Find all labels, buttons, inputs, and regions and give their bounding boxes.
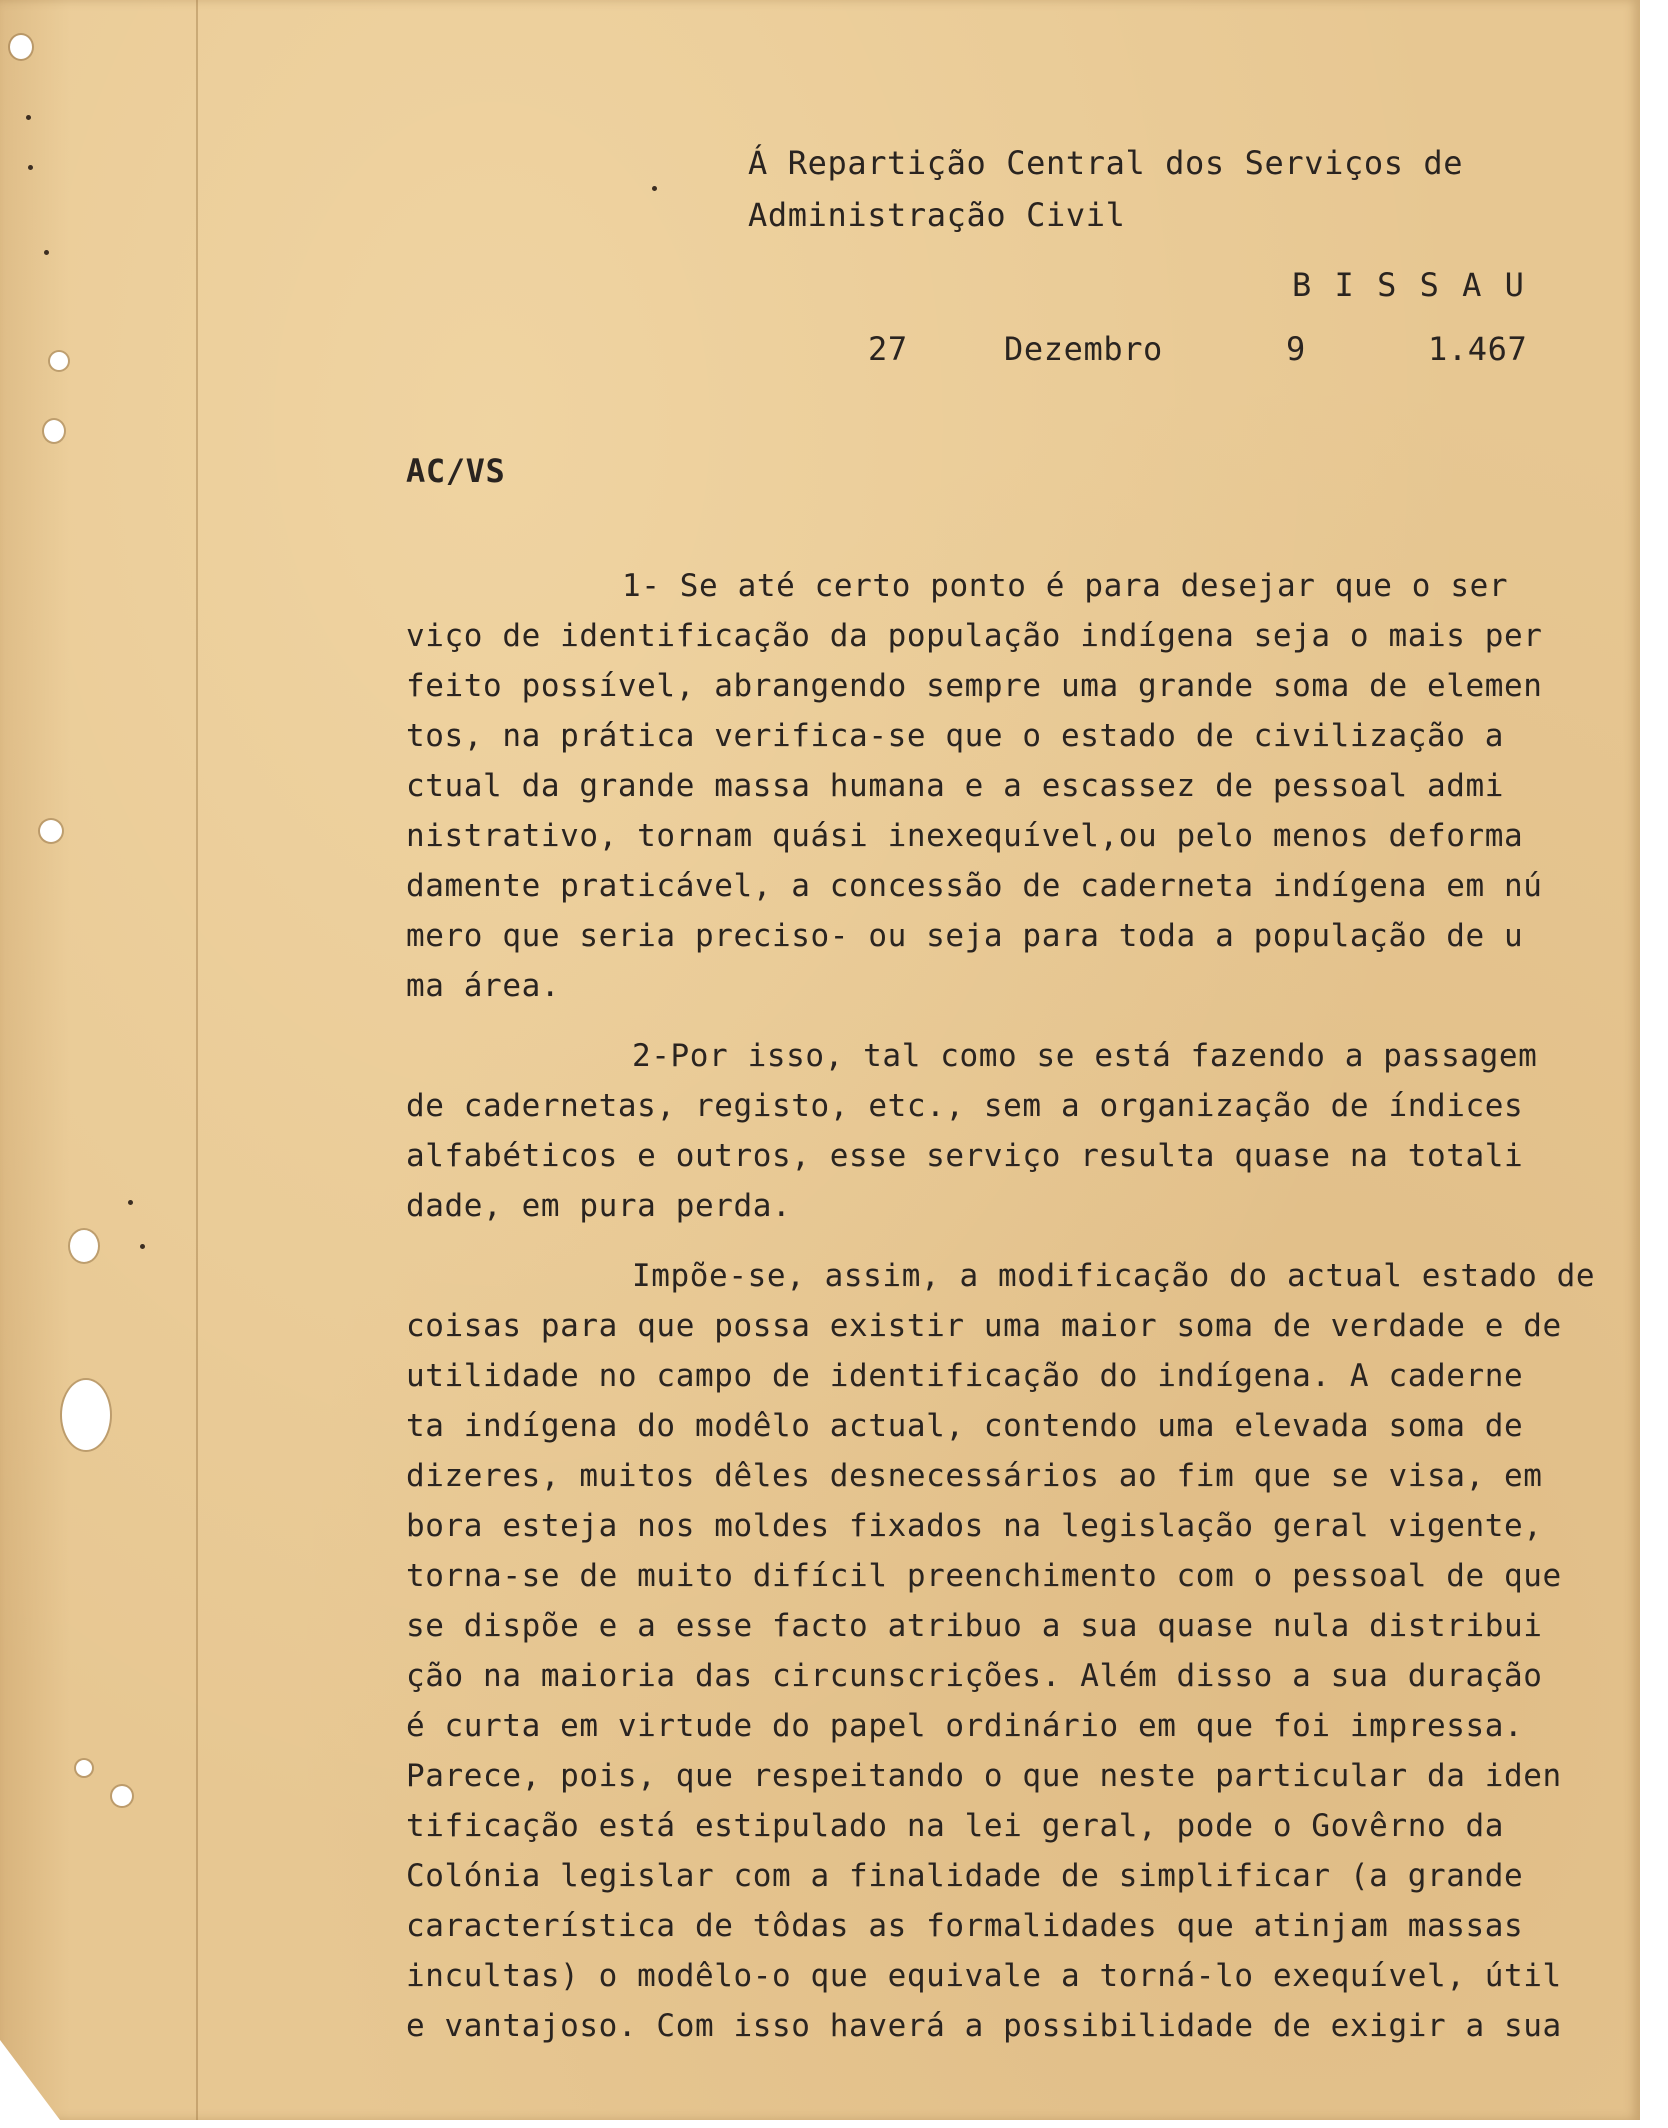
punch-hole — [70, 1230, 98, 1262]
body-line: dizeres, muitos dêles desnecessários ao fim que se visa, em — [406, 1458, 1543, 1494]
folded-corner — [0, 2040, 60, 2120]
punch-hole — [62, 1380, 110, 1450]
body-line: damente praticável, a concessão de caderneta indígena em nú — [406, 868, 1543, 904]
body-line: ção na maioria das circunscrições. Além disso a sua duração — [406, 1658, 1543, 1694]
body-line: tificação está estipulado na lei geral, pode o Govêrno da — [406, 1808, 1505, 1844]
punch-hole — [112, 1786, 132, 1806]
body-line: característica de tôdas as formalidades que atinjam massas — [406, 1908, 1524, 1944]
body-line: ma área. — [406, 968, 561, 1004]
body-line: 1- Se até certo ponto é para desejar que o ser — [622, 568, 1509, 604]
body-line: Parece, pois, que respeitando o que neste particular da iden — [406, 1758, 1562, 1794]
reference-code: AC/VS — [406, 452, 506, 490]
punch-hole — [76, 1760, 92, 1776]
punch-hole — [40, 820, 62, 842]
body-line: de cadernetas, registo, etc., sem a organização de índices — [406, 1088, 1524, 1124]
ink-speck — [140, 1244, 145, 1249]
body-line: feito possível, abrangendo sempre uma grande soma de elemen — [406, 668, 1543, 704]
body-line: dade, em pura perda. — [406, 1188, 792, 1224]
body-line: ctual da grande massa humana e a escassez de pessoal admi — [406, 768, 1505, 804]
body-line: torna-se de muito difícil preenchimento com o pessoal de que — [406, 1558, 1562, 1594]
body-line: 2-Por isso, tal como se está fazendo a passagem — [632, 1038, 1538, 1074]
body-line: se dispõe e a esse facto atribuo a sua quase nula distribui — [406, 1608, 1543, 1644]
body-line: Impõe-se, assim, a modificação do actual estado de — [632, 1258, 1596, 1294]
body-line: bora esteja nos moldes fixados na legislação geral vigente, — [406, 1508, 1543, 1544]
address-line-1: Á Repartição Central dos Serviços de — [748, 144, 1464, 182]
punch-hole — [44, 420, 64, 442]
body-line: ta indígena do modêlo actual, contendo uma elevada soma de — [406, 1408, 1524, 1444]
body-line: é curta em virtude do papel ordinário em que foi impressa. — [406, 1708, 1524, 1744]
body-line: e vantajoso. Com isso haverá a possibilidade de exigir a sua — [406, 2008, 1562, 2044]
document-reference: 1.467 — [1428, 330, 1528, 368]
ink-speck — [26, 115, 31, 120]
body-line: alfabéticos e outros, esse serviço resulta quase na totali — [406, 1138, 1524, 1174]
ink-speck — [128, 1200, 133, 1205]
body-line: nistrativo, tornam quási inexequível,ou pelo menos deforma — [406, 818, 1524, 854]
date-number: 9 — [1286, 330, 1306, 368]
date-day: 27 — [868, 330, 908, 368]
punch-hole — [10, 35, 32, 59]
fold-line — [196, 0, 198, 2120]
ink-speck — [44, 250, 49, 255]
punch-hole — [50, 352, 68, 370]
body-line: tos, na prática verifica-se que o estado de civilização a — [406, 718, 1505, 754]
ink-speck — [28, 165, 33, 170]
body-line: viço de identificação da população indígena seja o mais per — [406, 618, 1543, 654]
address-line-2: Administração Civil — [748, 196, 1126, 234]
body-line: mero que seria preciso- ou seja para toda a população de u — [406, 918, 1524, 954]
body-line: coisas para que possa existir uma maior soma de verdade e de — [406, 1308, 1562, 1344]
ink-speck — [652, 186, 657, 191]
body-line: Colónia legislar com a finalidade de simplificar (a grande — [406, 1858, 1524, 1894]
body-line: incultas) o modêlo-o que equivale a torná-lo exequível, útil — [406, 1958, 1562, 1994]
body-line: utilidade no campo de identificação do indígena. A caderne — [406, 1358, 1524, 1394]
date-month: Dezembro — [1004, 330, 1163, 368]
place-name: B I S S A U — [1292, 266, 1526, 304]
